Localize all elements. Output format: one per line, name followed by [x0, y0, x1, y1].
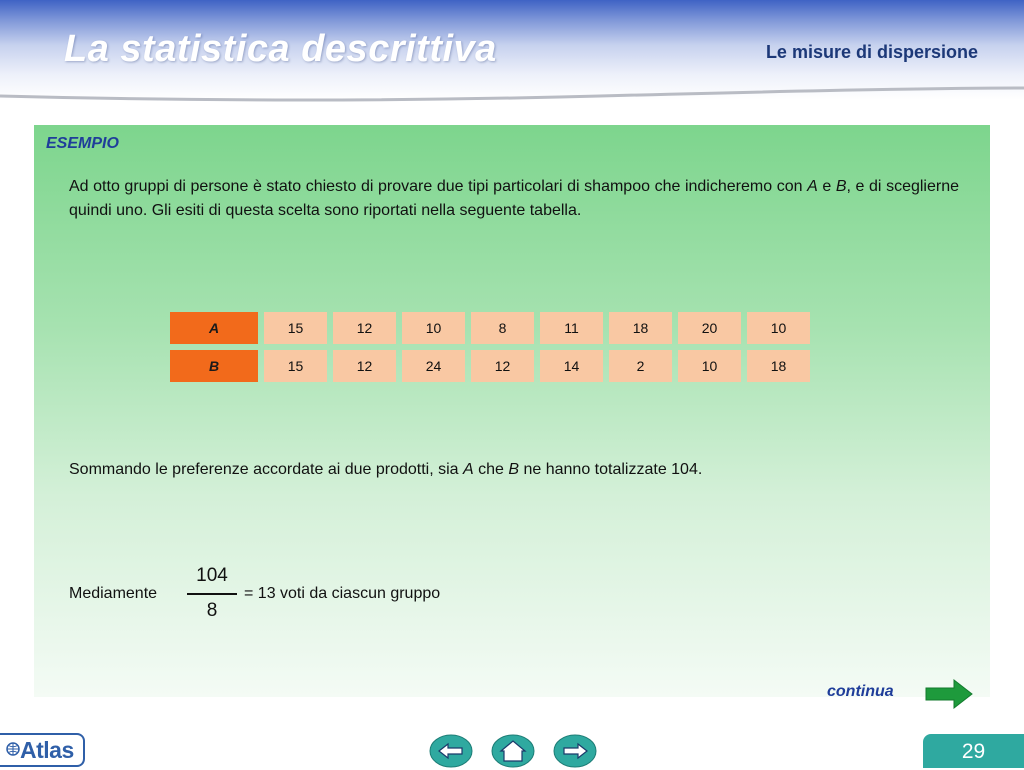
table-cell: 15: [264, 312, 327, 344]
table-cell: 12: [333, 350, 396, 382]
table-row-b: [170, 350, 810, 382]
sum-sentence: [69, 461, 702, 479]
table-cell: 10: [678, 350, 741, 382]
preferences-table: [164, 306, 816, 388]
header-divider: [0, 84, 1024, 108]
page-number: 29: [923, 734, 1024, 768]
table-cell: 18: [609, 312, 672, 344]
table-cell: 8: [471, 312, 534, 344]
mean-label: Mediamente: [69, 585, 158, 602]
home-icon[interactable]: [491, 734, 535, 768]
intro-text-3: , e di sceglierne quindi uno. Gli esiti di questa scelta sono riportati nella seguente tabella.: [69, 178, 960, 219]
table-cell: 18: [747, 350, 810, 382]
logo-text: Atlas: [20, 737, 74, 763]
table-cell: 12: [471, 350, 534, 382]
table-cell: 20: [678, 312, 741, 344]
table-cell: 11: [540, 312, 603, 344]
mean-result: = 13 voti da ciascun gruppo: [244, 585, 441, 602]
fraction-numerator: 104: [196, 565, 228, 586]
continue-link[interactable]: continua: [827, 683, 894, 700]
table-cell: 12: [333, 312, 396, 344]
sum-text-1: Sommando le preferenze accordate ai due prodotti, sia: [69, 461, 464, 478]
table-row-a: [170, 312, 810, 344]
globe-icon: [6, 742, 20, 756]
forward-arrow-icon[interactable]: [553, 734, 597, 768]
continue-arrow-icon[interactable]: [924, 678, 974, 710]
back-arrow-icon[interactable]: [429, 734, 473, 768]
sum-text-3: ne hanno totalizzate 104.: [519, 461, 703, 478]
fraction-denominator: 8: [206, 600, 218, 621]
section-label: ESEMPIO: [46, 135, 119, 152]
intro-var-b: B: [835, 178, 847, 195]
table-cell: 14: [540, 350, 603, 382]
row-header-a: A: [170, 312, 258, 344]
intro-text-2: e: [817, 178, 836, 195]
table-cell: 24: [402, 350, 465, 382]
intro-paragraph: [69, 175, 959, 223]
table-cell: 15: [264, 350, 327, 382]
intro-text-1: Ad otto gruppi di persone è stato chiesto di provare due tipi particolari di shampoo che indicheremo con: [69, 178, 808, 195]
table-cell: 10: [747, 312, 810, 344]
sum-text-2: che: [473, 461, 509, 478]
slide-subtitle: Le misure di dispersione: [765, 42, 978, 62]
atlas-logo: [0, 733, 85, 767]
sum-var-a: A: [463, 461, 474, 478]
row-header-b: B: [170, 350, 258, 382]
sum-var-b: B: [508, 461, 520, 478]
example-panel: [34, 125, 990, 697]
intro-var-a: A: [807, 178, 818, 195]
table-cell: 2: [609, 350, 672, 382]
fraction-bar: [187, 593, 237, 595]
table-cell: 10: [402, 312, 465, 344]
main-title: La statistica descrittiva: [64, 28, 497, 70]
fraction: [187, 565, 237, 622]
